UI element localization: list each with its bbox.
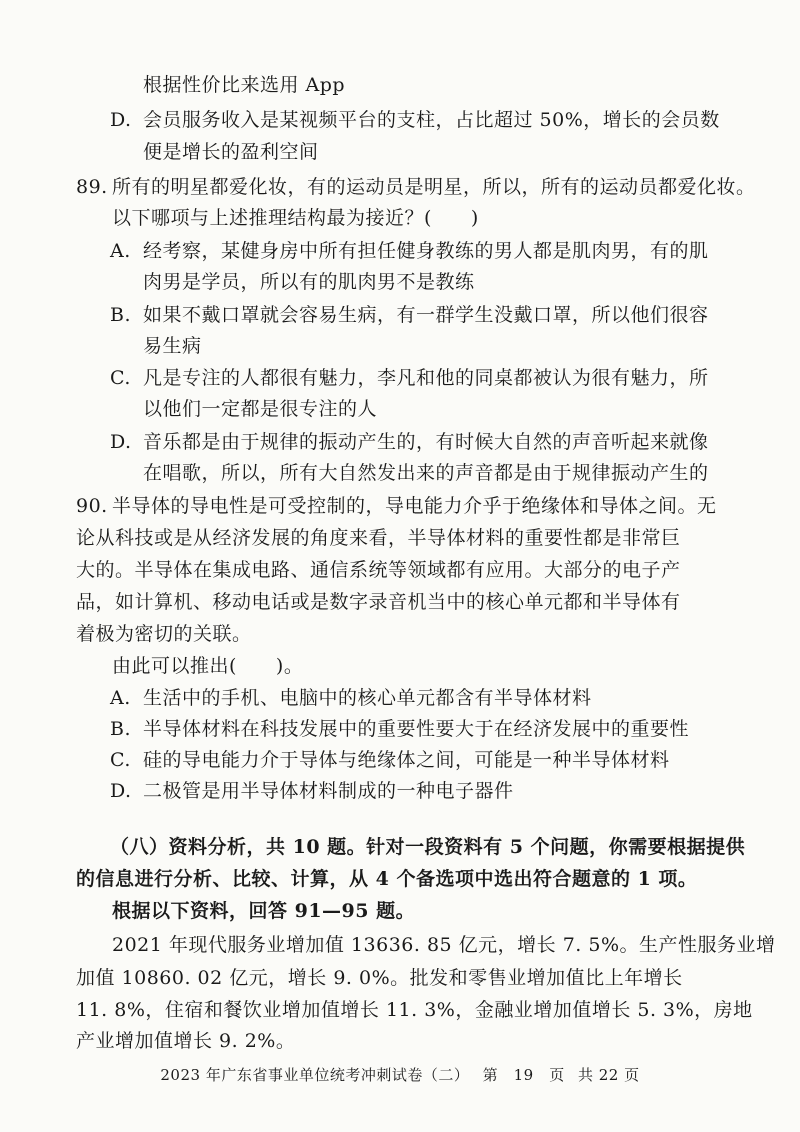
section-header-line1: （八）资料分析，共 10 题。针对一段资料有 5 个问题，你需要根据提供 [110,836,746,858]
question-90-option-c: 硅的导电能力介于导体与绝缘体之间，可能是一种半导体材料 [143,749,670,771]
question-90-option-d-label: D. [110,780,132,802]
question-89-option-d-label: D. [110,431,132,453]
question-90-option-c-label: C. [110,749,131,771]
material-paragraph-line2: 加值 10860. 02 亿元，增长 9. 0%。批发和零售业增加值比上年增长 [76,967,683,989]
question-89-option-d-line2: 在唱歌，所以，所有大自然发出来的声音都是由于规律振动产生的 [143,462,709,484]
question-90-option-b: 半导体材料在科技发展中的重要性要大于在经济发展中的重要性 [143,718,690,740]
question-89-option-a-line2: 肉男是学员，所以有的肌肉男不是教练 [143,271,475,293]
prev-option-d-label: D. [110,109,132,131]
question-90-stem-line4: 品，如计算机、移动电话或是数字录音机当中的核心单元都和半导体有 [76,591,681,613]
page-footer [0,1064,800,1085]
question-90-option-d: 二极管是用半导体材料制成的一种电子器件 [143,780,514,802]
question-89-option-a-line1: 经考察，某健身房中所有担任健身教练的男人都是肌肉男，有的肌 [143,240,709,262]
question-90-option-a-label: A. [110,687,131,709]
material-paragraph-line3: 11. 8%，住宿和餐饮业增加值增长 11. 3%，金融业增加值增长 5. 3%，房地 [76,999,753,1021]
footer-total-pages: 共 22 页 [577,1066,640,1084]
question-89-option-c-label: C. [110,367,131,389]
footer-exam-title: 2023 年广东省事业单位统考冲刺试卷（二） [160,1066,470,1084]
section-intro: 根据以下资料，回答 91—95 题。 [112,900,416,922]
question-89-number: 89. [76,176,108,198]
material-paragraph-line1: 2021 年现代服务业增加值 13636. 85 亿元，增长 7. 5%。生产性服务业增 [112,934,776,956]
question-89-option-a-label: A. [110,240,131,262]
question-90-stem-line1: 半导体的导电性是可受控制的，导电能力介乎于绝缘体和导体之间。无 [112,495,717,517]
prev-option-d-line1: 会员服务收入是某视频平台的支柱，占比超过 50%，增长的会员数 [143,109,720,131]
question-90-option-a: 生活中的手机、电脑中的核心单元都含有半导体材料 [143,687,592,709]
question-90-stem-line3: 大的。半导体在集成电路、通信系统等领域都有应用。大部分的电子产 [76,559,681,581]
question-90-stem-line5: 着极为密切的关联。 [76,623,252,645]
question-90-stem-line2: 论从科技或是从经济发展的角度来看，半导体材料的重要性都是非常巨 [76,527,681,549]
question-89-option-c-line1: 凡是专注的人都很有魅力，李凡和他的同桌都被认为很有魅力，所 [143,367,709,389]
footer-page-number: 第 19 页 [482,1066,565,1084]
prev-option-d-line2: 便是增长的盈利空间 [143,141,319,163]
material-paragraph-line4: 产业增加值增长 9. 2%。 [76,1030,296,1052]
prev-option-c-continuation: 根据性价比来选用 App [143,74,346,96]
question-89-option-b-label: B. [110,304,132,326]
question-89-stem-line1: 所有的明星都爱化妆，有的运动员是明星，所以，所有的运动员都爱化妆。 [112,176,756,198]
question-89-option-b-line2: 易生病 [143,335,202,357]
question-89-option-c-line2: 以他们一定都是很专注的人 [143,398,378,420]
question-89-stem-line2: 以下哪项与上述推理结构最为接近？( ) [112,207,479,229]
question-90-option-b-label: B. [110,718,132,740]
question-89-option-d-line1: 音乐都是由于规律的振动产生的，有时候大自然的声音听起来就像 [143,431,709,453]
question-90-number: 90. [76,495,108,517]
question-90-ask: 由此可以推出( )。 [112,655,304,677]
section-header-line2: 的信息进行分析、比较、计算，从 4 个备选项中选出符合题意的 1 项。 [76,868,698,890]
question-89-option-b-line1: 如果不戴口罩就会容易生病，有一群学生没戴口罩，所以他们很容 [143,304,709,326]
